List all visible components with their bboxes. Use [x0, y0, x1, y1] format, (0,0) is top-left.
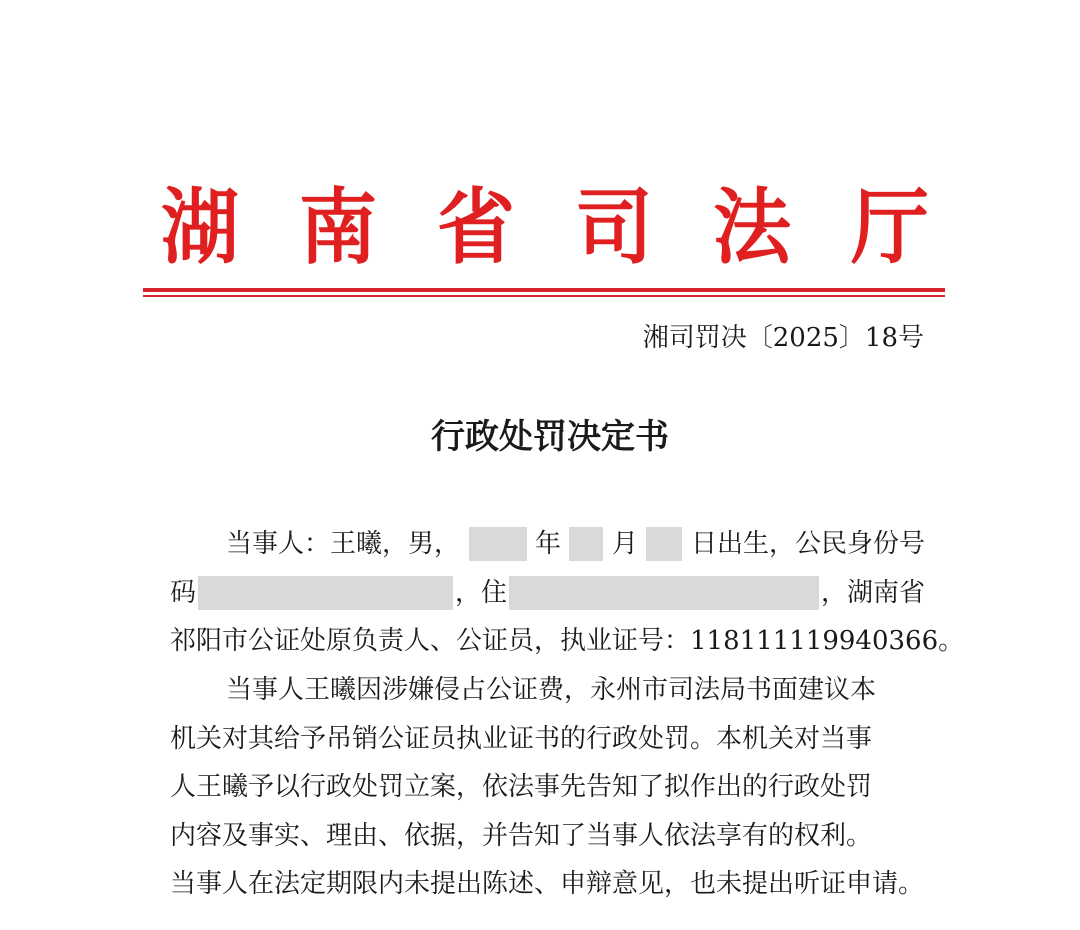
header-rule-thin [143, 295, 945, 297]
text-line: 人王曦予以行政处罚立案，依法事先告知了拟作出的行政处罚 [170, 772, 873, 802]
issuer-char: 法 [712, 180, 791, 276]
text-line: 祁阳市公证处原负责人、公证员，执业证号：118111119940366。 [170, 626, 965, 656]
issuer-header [150, 178, 940, 278]
issuer-char: 厅 [850, 180, 929, 276]
text-line: 内容及事实、理由、依据，并告知了当事人依法享有的权利。 [170, 820, 873, 851]
text-fragment: ，湖南省 [820, 577, 925, 608]
text-fragment: 月 [611, 529, 638, 559]
redacted-birth-year [469, 527, 527, 561]
document-number: 湘司罚决〔2025〕18号 [642, 323, 924, 353]
party-paragraph [170, 520, 965, 666]
header-rule-thick [143, 288, 945, 292]
issuer-char: 省 [436, 180, 515, 276]
redacted-id-number [198, 576, 453, 610]
text-line: 机关对其给予吊销公证员执业证书的行政处罚。本机关对当事 [170, 723, 873, 754]
text-fragment: 日出生，公民身份号 [690, 529, 925, 559]
issuer-char: 湖 [160, 180, 239, 276]
redacted-birth-day [646, 527, 682, 561]
redacted-address [509, 576, 819, 610]
text-line [170, 569, 925, 618]
case-paragraph [170, 666, 925, 909]
document-title: 行政处罚决定书 [431, 417, 669, 457]
text-line [170, 520, 925, 569]
text-fragment: 码 [170, 577, 197, 608]
text-fragment: 年 [534, 529, 561, 559]
text-line: 当事人王曦因涉嫌侵占公证费，永州市司法局书面建议本 [226, 675, 877, 705]
text-fragment: ，住 [454, 577, 507, 608]
redacted-birth-month [569, 527, 603, 561]
issuer-char: 南 [298, 180, 377, 276]
text-fragment: 当事人：王曦，男， [226, 529, 461, 559]
issuer-char: 司 [574, 180, 653, 276]
text-line: 当事人在法定期限内未提出陈述、申辩意见，也未提出听证申请。 [170, 869, 925, 899]
